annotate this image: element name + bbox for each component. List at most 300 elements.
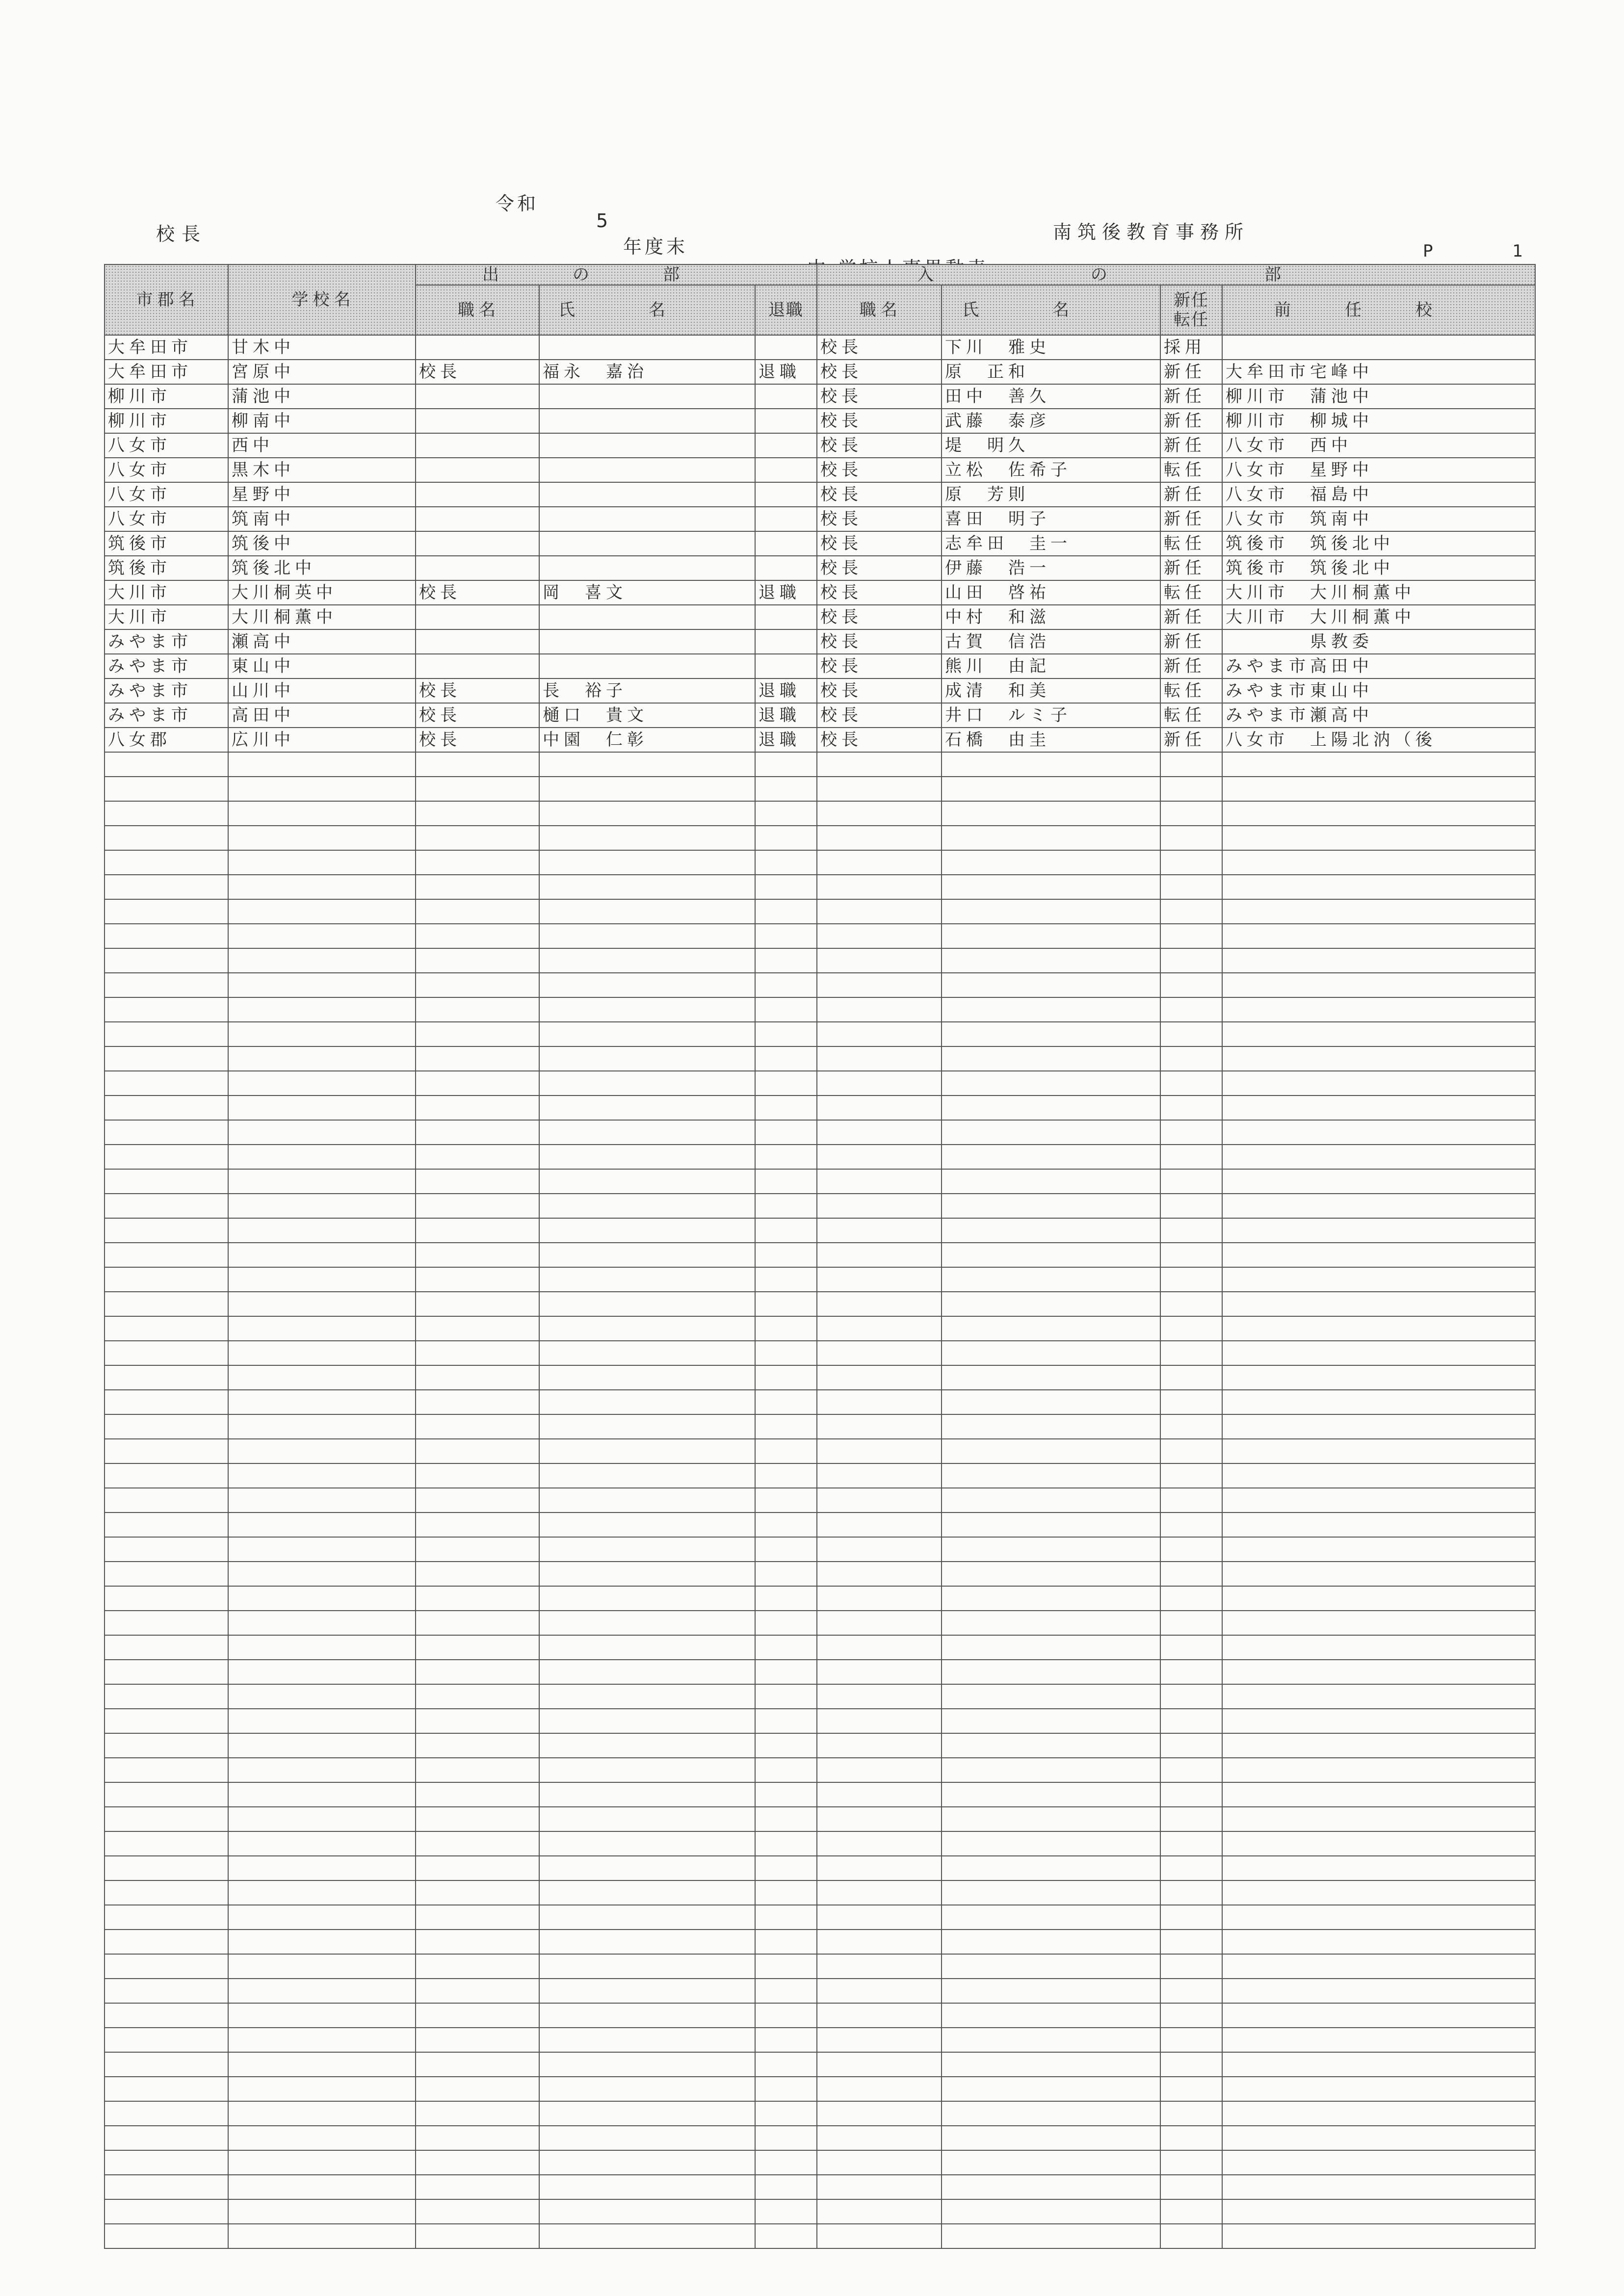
col-retire: 退職 xyxy=(755,285,817,335)
cell-type: 転任 xyxy=(1160,703,1222,728)
table-row xyxy=(105,1316,1535,1341)
cell-school xyxy=(228,1586,416,1611)
table-row xyxy=(105,1096,1535,1120)
cell-retire xyxy=(755,629,817,654)
cell-out-title xyxy=(416,335,539,360)
table-row xyxy=(105,924,1535,948)
cell-out-title xyxy=(416,2224,539,2248)
cell-out-title xyxy=(416,654,539,678)
cell-retire xyxy=(755,556,817,580)
cell-in-name xyxy=(942,826,1160,850)
cell-school xyxy=(228,973,416,997)
cell-retire xyxy=(755,409,817,433)
cell-in-name: 志牟田 圭一 xyxy=(942,531,1160,556)
cell-school: 蒲池中 xyxy=(228,384,416,409)
cell-out-name xyxy=(539,1046,755,1071)
cell-in-name xyxy=(942,752,1160,777)
cell-retire xyxy=(755,1611,817,1635)
cell-retire xyxy=(755,1880,817,1905)
table-row xyxy=(105,973,1535,997)
cell-city xyxy=(105,1635,228,1660)
cell-in-title xyxy=(817,1954,942,1979)
cell-city xyxy=(105,875,228,899)
cell-out-name xyxy=(539,556,755,580)
cell-type: 転任 xyxy=(1160,678,1222,703)
cell-in-name xyxy=(942,2175,1160,2199)
cell-in-title xyxy=(817,1684,942,1709)
cell-type xyxy=(1160,850,1222,875)
cell-prev xyxy=(1222,1930,1535,1954)
cell-school xyxy=(228,1341,416,1365)
cell-in-name xyxy=(942,2224,1160,2248)
cell-retire: 退職 xyxy=(755,728,817,752)
cell-type xyxy=(1160,1586,1222,1611)
cell-in-name: 井口 ルミ子 xyxy=(942,703,1160,728)
cell-school xyxy=(228,1096,416,1120)
cell-prev xyxy=(1222,1905,1535,1930)
cell-out-title: 校長 xyxy=(416,360,539,384)
cell-school xyxy=(228,1562,416,1586)
cell-in-title: 校長 xyxy=(817,507,942,531)
col-in-name: 氏名 xyxy=(942,285,1160,335)
cell-in-title xyxy=(817,1905,942,1930)
cell-city xyxy=(105,1488,228,1513)
cell-out-title xyxy=(416,1292,539,1316)
cell-type: 新任 xyxy=(1160,728,1222,752)
cell-in-name xyxy=(942,1807,1160,1831)
table-row xyxy=(105,654,1535,678)
table-row xyxy=(105,1292,1535,1316)
cell-in-name xyxy=(942,2003,1160,2028)
table-row xyxy=(105,1856,1535,1880)
cell-out-title xyxy=(416,826,539,850)
cell-city xyxy=(105,2077,228,2101)
cell-in-title xyxy=(817,752,942,777)
cell-school xyxy=(228,997,416,1022)
cell-city xyxy=(105,1807,228,1831)
cell-type: 新任 xyxy=(1160,384,1222,409)
cell-school xyxy=(228,1267,416,1292)
cell-out-title xyxy=(416,1856,539,1880)
cell-in-title xyxy=(817,1414,942,1439)
cell-prev xyxy=(1222,1071,1535,1096)
cell-type xyxy=(1160,1439,1222,1463)
cell-out-name xyxy=(539,801,755,826)
cell-school xyxy=(228,1046,416,1071)
col-out-name: 氏名 xyxy=(539,285,755,335)
cell-retire xyxy=(755,752,817,777)
table-row xyxy=(105,2224,1535,2248)
cell-in-name xyxy=(942,1562,1160,1586)
cell-type xyxy=(1160,1905,1222,1930)
table-row xyxy=(105,556,1535,580)
cell-out-name xyxy=(539,482,755,507)
cell-in-title: 校長 xyxy=(817,433,942,458)
cell-in-name xyxy=(942,924,1160,948)
cell-city: 柳川市 xyxy=(105,409,228,433)
cell-school xyxy=(228,2150,416,2175)
cell-out-name xyxy=(539,826,755,850)
cell-in-title xyxy=(817,1390,942,1414)
cell-in-name xyxy=(942,1071,1160,1096)
cell-out-title: 校長 xyxy=(416,703,539,728)
cell-city: 八女市 xyxy=(105,507,228,531)
cell-in-title: 校長 xyxy=(817,728,942,752)
cell-out-title xyxy=(416,801,539,826)
cell-school xyxy=(228,2199,416,2224)
cell-school xyxy=(228,1758,416,1782)
cell-out-title xyxy=(416,1169,539,1194)
cell-in-title xyxy=(817,1267,942,1292)
cell-prev xyxy=(1222,973,1535,997)
cell-type xyxy=(1160,1046,1222,1071)
cell-city: 八女市 xyxy=(105,458,228,482)
table-row xyxy=(105,2077,1535,2101)
cell-in-title xyxy=(817,1071,942,1096)
cell-retire xyxy=(755,1145,817,1169)
cell-in-name: 原 芳則 xyxy=(942,482,1160,507)
cell-prev: 県教委 xyxy=(1222,629,1535,654)
table-row xyxy=(105,2199,1535,2224)
table-row xyxy=(105,1979,1535,2003)
cell-school xyxy=(228,1169,416,1194)
cell-city xyxy=(105,1022,228,1046)
cell-retire xyxy=(755,1807,817,1831)
cell-prev xyxy=(1222,1979,1535,2003)
cell-in-name xyxy=(942,1022,1160,1046)
cell-city xyxy=(105,2003,228,2028)
cell-prev xyxy=(1222,1660,1535,1684)
cell-retire xyxy=(755,531,817,556)
cell-school xyxy=(228,2175,416,2199)
cell-prev xyxy=(1222,1856,1535,1880)
cell-in-title: 校長 xyxy=(817,409,942,433)
cell-school xyxy=(228,1071,416,1096)
cell-type xyxy=(1160,997,1222,1022)
cell-retire xyxy=(755,1733,817,1758)
cell-in-name xyxy=(942,1218,1160,1243)
cell-out-name xyxy=(539,2028,755,2052)
col-out-title: 職名 xyxy=(416,285,539,335)
cell-prev xyxy=(1222,826,1535,850)
cell-school xyxy=(228,2077,416,2101)
cell-in-name xyxy=(942,1684,1160,1709)
cell-in-name xyxy=(942,1365,1160,1390)
cell-type xyxy=(1160,1267,1222,1292)
table-row xyxy=(105,1022,1535,1046)
cell-type xyxy=(1160,2175,1222,2199)
cell-retire xyxy=(755,973,817,997)
cell-type: 新任 xyxy=(1160,654,1222,678)
cell-out-title xyxy=(416,1267,539,1292)
cell-in-name xyxy=(942,2199,1160,2224)
cell-out-title xyxy=(416,433,539,458)
cell-prev: 八女市 筑南中 xyxy=(1222,507,1535,531)
cell-in-title: 校長 xyxy=(817,531,942,556)
cell-in-title xyxy=(817,1660,942,1684)
cell-out-name xyxy=(539,1733,755,1758)
cell-in-title xyxy=(817,1341,942,1365)
cell-out-title xyxy=(416,1488,539,1513)
cell-school: 瀬高中 xyxy=(228,629,416,654)
cell-prev xyxy=(1222,1365,1535,1390)
cell-in-title xyxy=(817,997,942,1022)
cell-out-title xyxy=(416,1414,539,1439)
cell-school xyxy=(228,1120,416,1145)
cell-city: みやま市 xyxy=(105,703,228,728)
cell-type xyxy=(1160,1341,1222,1365)
cell-retire xyxy=(755,2028,817,2052)
cell-city xyxy=(105,1660,228,1684)
cell-type: 転任 xyxy=(1160,531,1222,556)
cell-out-title xyxy=(416,1096,539,1120)
cell-in-title xyxy=(817,1169,942,1194)
cell-retire xyxy=(755,2199,817,2224)
cell-city xyxy=(105,1390,228,1414)
cell-retire xyxy=(755,2052,817,2077)
cell-in-title xyxy=(817,924,942,948)
cell-retire xyxy=(755,1537,817,1562)
cell-type: 新任 xyxy=(1160,605,1222,629)
table-row xyxy=(105,1586,1535,1611)
cell-city xyxy=(105,948,228,973)
table-row xyxy=(105,1684,1535,1709)
cell-prev xyxy=(1222,777,1535,801)
cell-out-title xyxy=(416,1758,539,1782)
table-row xyxy=(105,1562,1535,1586)
table-row xyxy=(105,1905,1535,1930)
cell-city xyxy=(105,1611,228,1635)
cell-type xyxy=(1160,2077,1222,2101)
cell-in-title: 校長 xyxy=(817,678,942,703)
cell-school xyxy=(228,1463,416,1488)
cell-in-title xyxy=(817,1316,942,1341)
cell-type xyxy=(1160,1414,1222,1439)
cell-in-name xyxy=(942,1611,1160,1635)
table-row xyxy=(105,1046,1535,1071)
cell-school xyxy=(228,1316,416,1341)
cell-out-title xyxy=(416,556,539,580)
cell-city xyxy=(105,1586,228,1611)
table-row xyxy=(105,850,1535,875)
cell-retire xyxy=(755,1905,817,1930)
cell-school xyxy=(228,899,416,924)
cell-retire xyxy=(755,899,817,924)
cell-type xyxy=(1160,801,1222,826)
cell-out-name xyxy=(539,1660,755,1684)
cell-in-title xyxy=(817,1046,942,1071)
cell-out-title xyxy=(416,1071,539,1096)
cell-city: 大川市 xyxy=(105,580,228,605)
cell-retire xyxy=(755,801,817,826)
cell-out-name xyxy=(539,1954,755,1979)
cell-type: 新任 xyxy=(1160,360,1222,384)
cell-out-title xyxy=(416,1611,539,1635)
cell-type xyxy=(1160,2101,1222,2126)
cell-school xyxy=(228,1954,416,1979)
cell-retire xyxy=(755,1365,817,1390)
cell-out-name xyxy=(539,1856,755,1880)
cell-prev xyxy=(1222,1341,1535,1365)
cell-prev xyxy=(1222,1831,1535,1856)
cell-out-title xyxy=(416,1660,539,1684)
cell-city xyxy=(105,801,228,826)
cell-in-name: 田中 善久 xyxy=(942,384,1160,409)
cell-school: 柳南中 xyxy=(228,409,416,433)
cell-prev xyxy=(1222,801,1535,826)
cell-city xyxy=(105,2150,228,2175)
cell-type xyxy=(1160,1660,1222,1684)
cell-school: 甘木中 xyxy=(228,335,416,360)
table-row xyxy=(105,360,1535,384)
cell-prev xyxy=(1222,850,1535,875)
cell-out-title: 校長 xyxy=(416,728,539,752)
cell-in-title: 校長 xyxy=(817,482,942,507)
col-group-in: 入の部 xyxy=(817,264,1535,285)
cell-prev: 柳川市 蒲池中 xyxy=(1222,384,1535,409)
cell-type xyxy=(1160,1562,1222,1586)
cell-retire xyxy=(755,433,817,458)
cell-school xyxy=(228,1488,416,1513)
cell-school xyxy=(228,948,416,973)
cell-school xyxy=(228,1611,416,1635)
table-row xyxy=(105,1414,1535,1439)
cell-prev xyxy=(1222,1733,1535,1758)
cell-school: 東山中 xyxy=(228,654,416,678)
cell-prev: 筑後市 筑後北中 xyxy=(1222,531,1535,556)
table-row xyxy=(105,1537,1535,1562)
cell-city xyxy=(105,1292,228,1316)
cell-prev xyxy=(1222,2150,1535,2175)
cell-in-title: 校長 xyxy=(817,703,942,728)
cell-in-name xyxy=(942,1586,1160,1611)
cell-type xyxy=(1160,2003,1222,2028)
table-row xyxy=(105,1611,1535,1635)
cell-prev xyxy=(1222,1537,1535,1562)
cell-type xyxy=(1160,1611,1222,1635)
cell-type xyxy=(1160,924,1222,948)
table-row xyxy=(105,2126,1535,2150)
cell-out-name xyxy=(539,1169,755,1194)
cell-school xyxy=(228,1218,416,1243)
cell-in-title: 校長 xyxy=(817,605,942,629)
cell-in-title: 校長 xyxy=(817,384,942,409)
cell-out-title: 校長 xyxy=(416,580,539,605)
cell-prev xyxy=(1222,2175,1535,2199)
cell-in-title xyxy=(817,2052,942,2077)
cell-in-name xyxy=(942,1831,1160,1856)
cell-city xyxy=(105,899,228,924)
table-row xyxy=(105,2175,1535,2199)
cell-in-name xyxy=(942,850,1160,875)
cell-retire: 退職 xyxy=(755,580,817,605)
cell-type xyxy=(1160,2028,1222,2052)
cell-city xyxy=(105,1414,228,1439)
table-row xyxy=(105,948,1535,973)
cell-out-name xyxy=(539,1439,755,1463)
cell-prev: 大川市 大川桐薫中 xyxy=(1222,580,1535,605)
cell-out-title xyxy=(416,1905,539,1930)
cell-in-name: 熊川 由記 xyxy=(942,654,1160,678)
cell-in-name: 立松 佐希子 xyxy=(942,458,1160,482)
cell-in-name xyxy=(942,1856,1160,1880)
cell-school: 高田中 xyxy=(228,703,416,728)
cell-school xyxy=(228,1390,416,1414)
cell-type xyxy=(1160,875,1222,899)
cell-city xyxy=(105,2224,228,2248)
table-row xyxy=(105,752,1535,777)
cell-type xyxy=(1160,1292,1222,1316)
cell-in-title xyxy=(817,1562,942,1586)
cell-out-name xyxy=(539,1562,755,1586)
cell-out-name xyxy=(539,384,755,409)
cell-in-name xyxy=(942,1979,1160,2003)
cell-out-title xyxy=(416,924,539,948)
table-row xyxy=(105,875,1535,899)
cell-out-name: 中園 仁彰 xyxy=(539,728,755,752)
cell-retire xyxy=(755,850,817,875)
cell-city xyxy=(105,924,228,948)
cell-out-title xyxy=(416,777,539,801)
cell-in-name xyxy=(942,1169,1160,1194)
cell-in-name xyxy=(942,1243,1160,1267)
cell-in-title xyxy=(817,826,942,850)
cell-out-name xyxy=(539,629,755,654)
cell-in-name xyxy=(942,1145,1160,1169)
cell-in-name: 堤 明久 xyxy=(942,433,1160,458)
cell-out-title xyxy=(416,1684,539,1709)
table-row xyxy=(105,801,1535,826)
cell-prev xyxy=(1222,1635,1535,1660)
cell-city: みやま市 xyxy=(105,678,228,703)
cell-out-name xyxy=(539,1782,755,1807)
cell-out-title xyxy=(416,458,539,482)
table-row xyxy=(105,1120,1535,1145)
cell-out-title xyxy=(416,2101,539,2126)
cell-prev xyxy=(1222,2126,1535,2150)
col-school: 学校名 xyxy=(228,264,416,335)
cell-in-title xyxy=(817,1537,942,1562)
cell-school: 星野中 xyxy=(228,482,416,507)
cell-type: 採用 xyxy=(1160,335,1222,360)
cell-in-title xyxy=(817,1243,942,1267)
cell-prev xyxy=(1222,1709,1535,1733)
page-prefix: P xyxy=(1423,241,1434,261)
cell-city xyxy=(105,1537,228,1562)
cell-prev xyxy=(1222,1169,1535,1194)
cell-in-name: 古賀 信浩 xyxy=(942,629,1160,654)
table-row xyxy=(105,2101,1535,2126)
cell-city xyxy=(105,826,228,850)
cell-in-title xyxy=(817,1880,942,1905)
document-title xyxy=(0,167,1624,275)
cell-in-title xyxy=(817,1439,942,1463)
cell-retire xyxy=(755,1120,817,1145)
cell-prev xyxy=(1222,997,1535,1022)
cell-prev xyxy=(1222,1046,1535,1071)
cell-prev xyxy=(1222,1439,1535,1463)
cell-out-title xyxy=(416,2052,539,2077)
cell-retire xyxy=(755,1684,817,1709)
cell-prev xyxy=(1222,1782,1535,1807)
cell-type xyxy=(1160,2052,1222,2077)
cell-out-title xyxy=(416,1954,539,1979)
cell-type xyxy=(1160,1954,1222,1979)
cell-school xyxy=(228,1635,416,1660)
cell-type: 転任 xyxy=(1160,458,1222,482)
cell-city xyxy=(105,1856,228,1880)
cell-out-title xyxy=(416,1022,539,1046)
